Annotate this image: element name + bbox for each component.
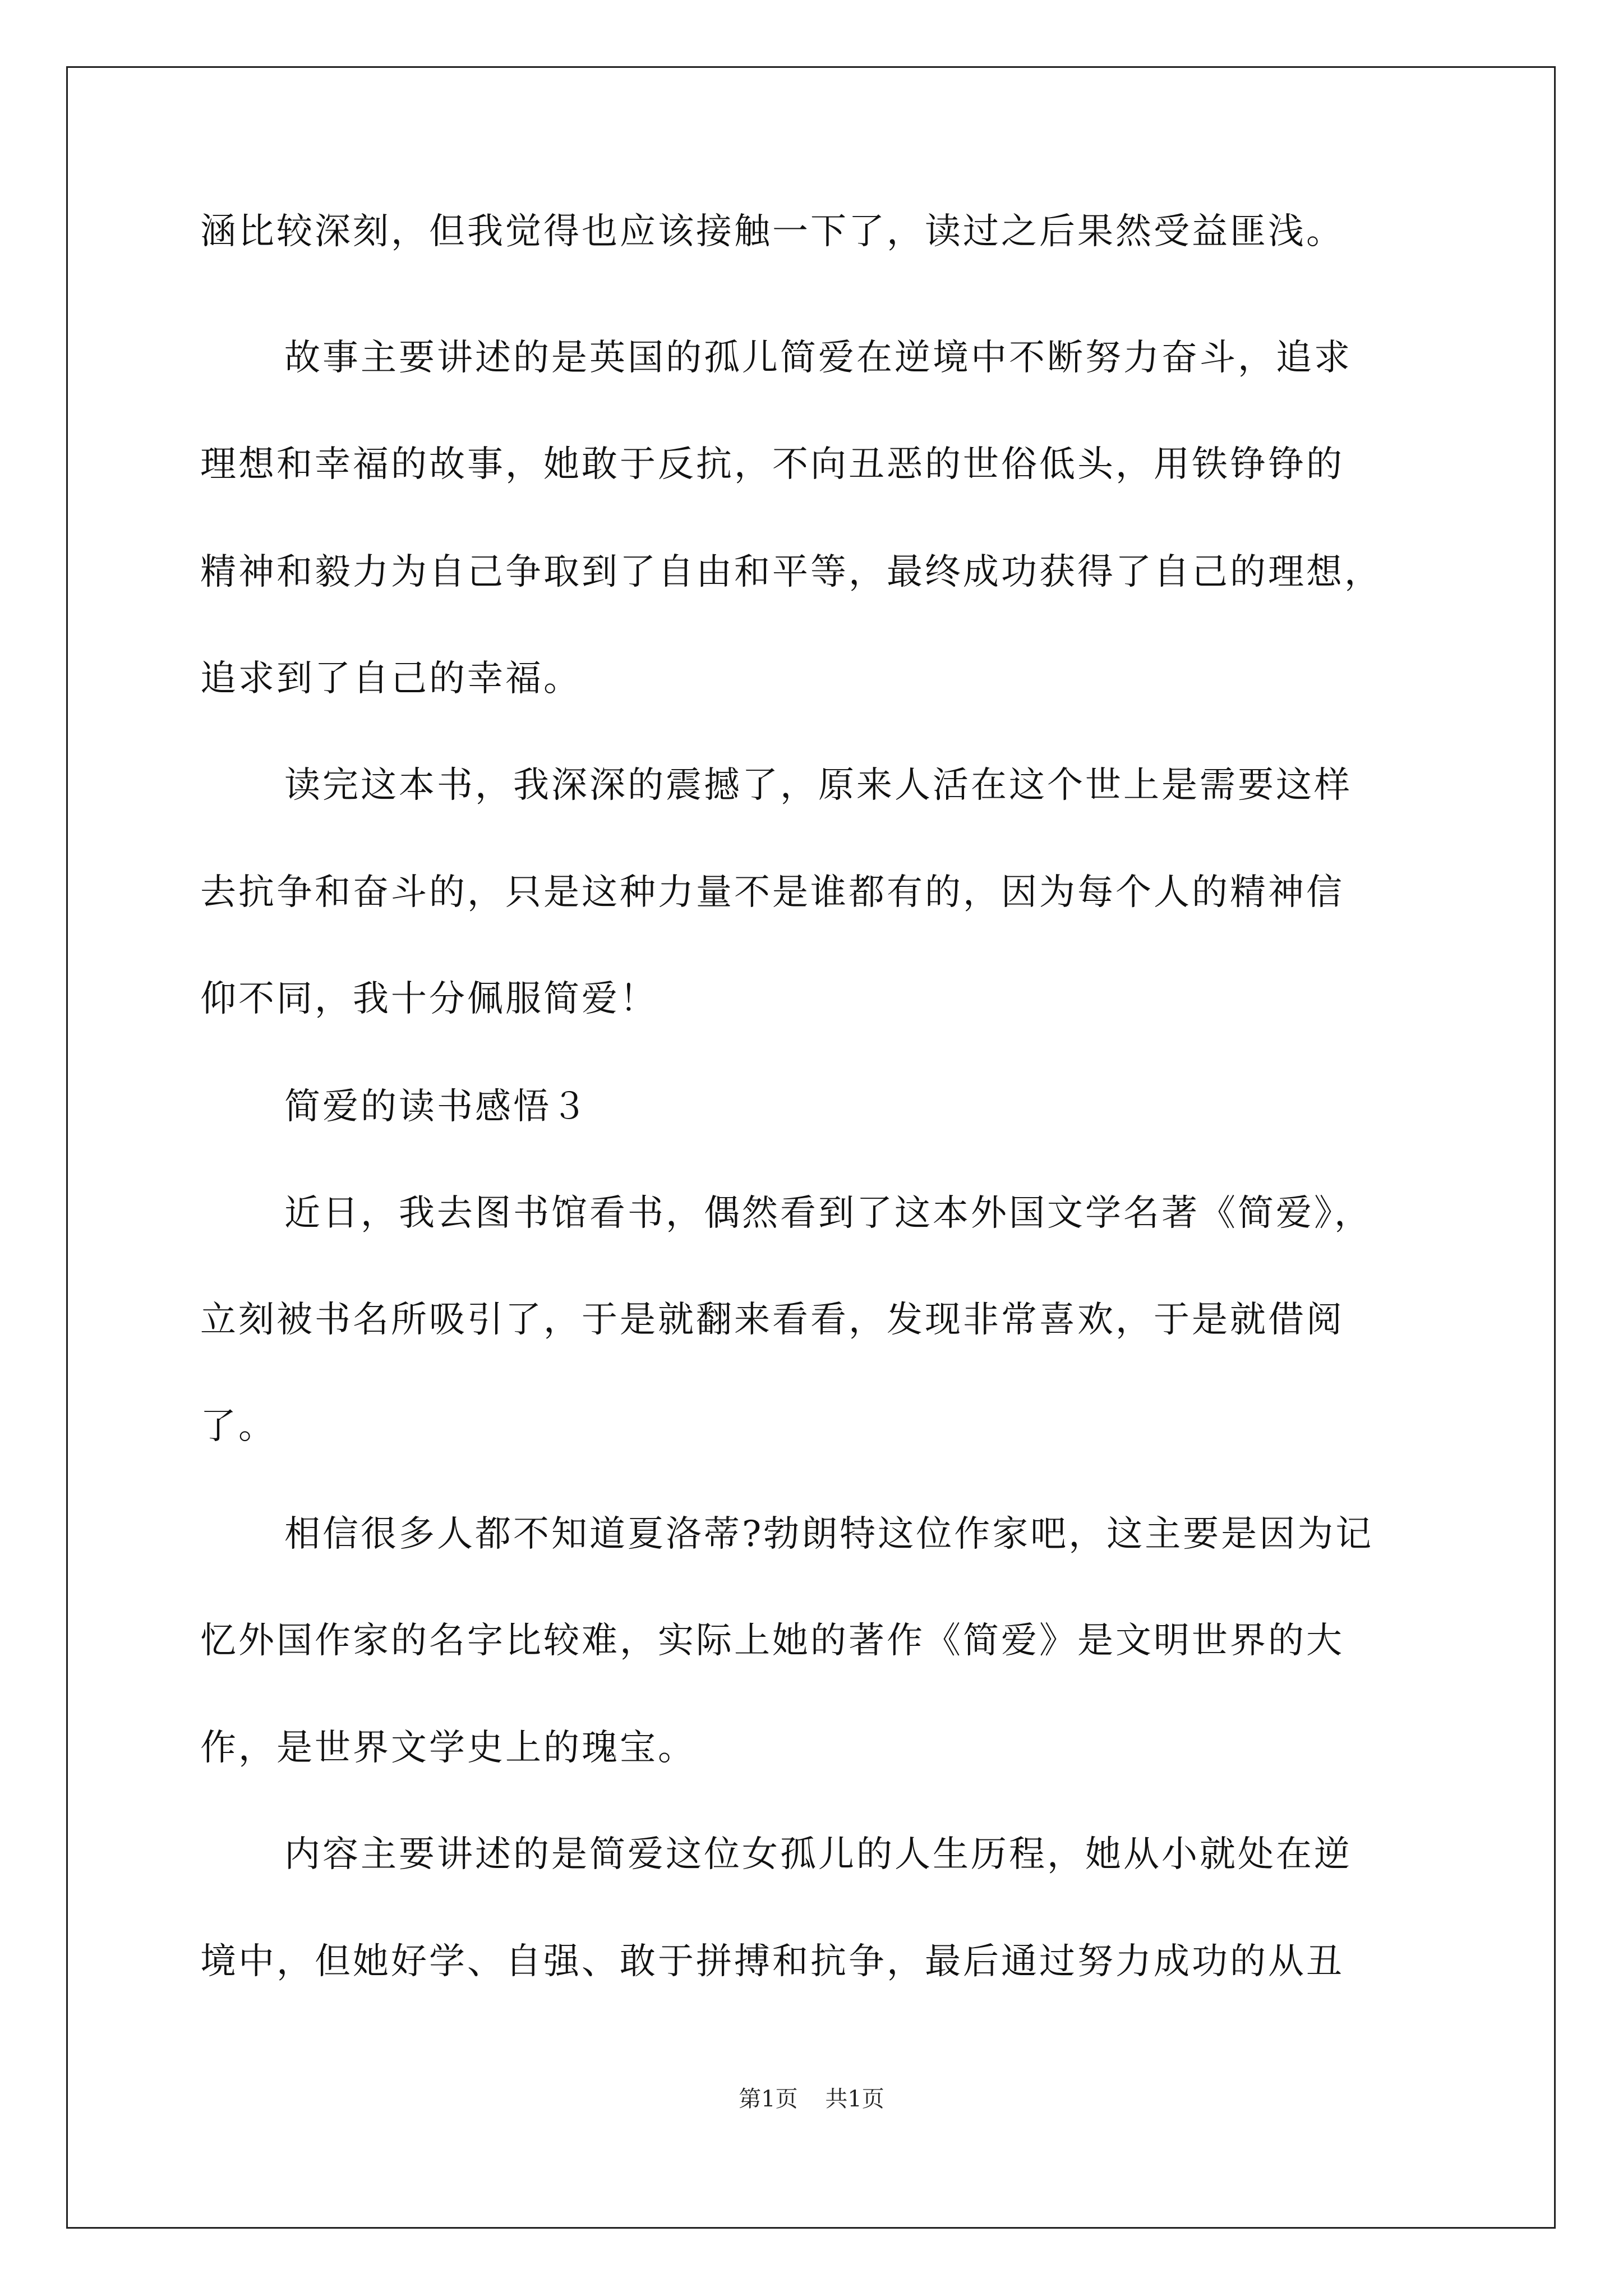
text-line: 境中，但她好学、自强、敢于拼搏和抗争，最后通过努力成功的从丑 bbox=[200, 1941, 1344, 1982]
text-line: 内容主要讲述的是简爱这位女孤儿的人生历程，她从小就处在逆 bbox=[284, 1834, 1352, 1875]
page-footer bbox=[0, 2081, 1623, 2113]
page-number: 第1页 bbox=[739, 2086, 798, 2112]
text-line: 故事主要讲述的是英国的孤儿简爱在逆境中不断努力奋斗，追求 bbox=[284, 337, 1352, 379]
text-line: 精神和毅力为自己争取到了自由和平等，最终成功获得了自己的理想， bbox=[200, 551, 1382, 593]
text-line: 涵比较深刻，但我觉得也应该接触一下了，读过之后果然受益匪浅。 bbox=[200, 211, 1344, 252]
page-border bbox=[66, 66, 1556, 2229]
text-line: 立刻被书名所吸引了，于是就翻来看看，发现非常喜欢，于是就借阅 bbox=[200, 1299, 1344, 1341]
total-pages: 共1页 bbox=[825, 2086, 884, 2112]
text-line: 了。 bbox=[200, 1406, 276, 1447]
text-line: 理想和幸福的故事，她敢于反抗，不向丑恶的世俗低头，用铁铮铮的 bbox=[200, 444, 1344, 485]
text-line: 近日，我去图书馆看书，偶然看到了这本外国文学名著《简爱》， bbox=[284, 1193, 1372, 1234]
text-line: 读完这本书，我深深的震撼了，原来人活在这个世上是需要这样 bbox=[284, 765, 1352, 806]
section-heading: 简爱的读书感悟３ bbox=[284, 1086, 589, 1128]
text-line: 忆外国作家的名字比较难，实际上她的著作《简爱》是文明世界的大 bbox=[200, 1620, 1344, 1662]
text-line: 仰不同，我十分佩服简爱！ bbox=[200, 978, 658, 1020]
text-line: 相信很多人都不知道夏洛蒂?勃朗特这位作家吧，这主要是因为记 bbox=[284, 1513, 1374, 1555]
text-line: 追求到了自己的幸福。 bbox=[200, 658, 582, 700]
text-line: 作，是世界文学史上的瑰宝。 bbox=[200, 1727, 696, 1769]
text-line: 去抗争和奋斗的，只是这种力量不是谁都有的，因为每个人的精神信 bbox=[200, 872, 1344, 913]
